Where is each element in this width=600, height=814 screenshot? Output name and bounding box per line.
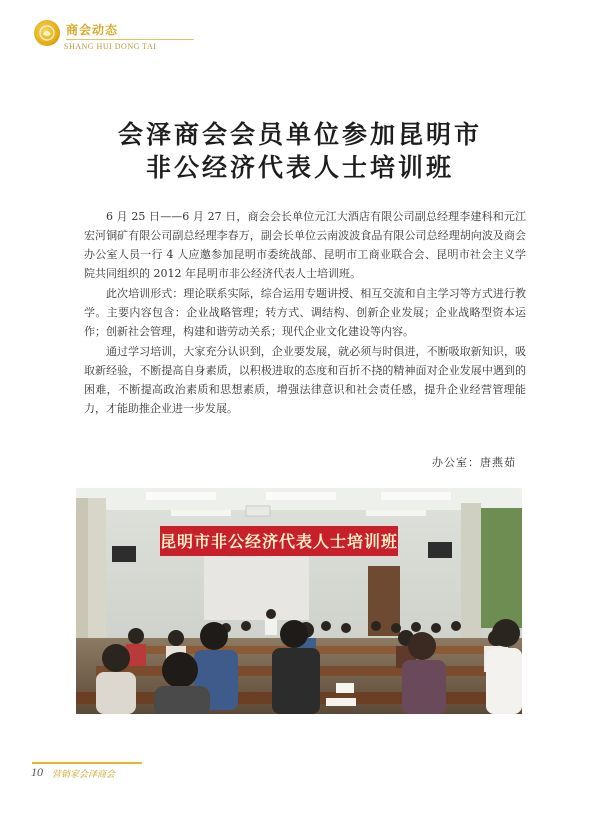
paragraph: 通过学习培训，大家充分认识到，企业要发展，就必须与时俱进，不断吸取新知识，吸取新经验，不断提高自身素质，以积极进取的态度和百折不挠的精神面对企业发展中遇到的困难，不断提高政治素质和思想素质，增强法律意识和社会责任感，提升企业经营管理能力，才能助推企业进一步发展。 xyxy=(84,345,526,415)
footer-slogan: 营销家会泽商会 xyxy=(52,770,116,780)
footer-divider xyxy=(32,762,142,764)
article-title-line1: 会泽商会会员单位参加昆明市 xyxy=(117,120,482,149)
banner-text: 昆明市非公经济代表人士培训班 xyxy=(159,532,399,551)
paragraph: 此次培训形式：理论联系实际，综合运用专题讲授、相互交流和自主学习等方式进行教学。主要内容包含：企业战略管理；转方式、调结构、创新企业发展；企业战略型资本运作；创新社会管理，构建和谐劳动关系；现代企业文化建设等内容。 xyxy=(84,287,526,338)
section-header xyxy=(34,20,194,64)
training-photo-image xyxy=(76,488,522,714)
page-number: 10 xyxy=(31,765,43,779)
section-title: 商会动态 xyxy=(66,23,119,37)
training-photo xyxy=(76,488,522,714)
article-title-line2: 非公经济代表人士培训班 xyxy=(145,153,454,182)
section-subtitle: SHANG HUI DONG TAI xyxy=(64,42,157,51)
chamber-logo-icon xyxy=(34,20,60,46)
paragraph: 6 月 25 日——6 月 27 日，商会会长单位元江大酒店有限公司副总经理李建科和元江宏河铜矿有限公司副总经理李春万，副会长单位云南波波食品有限公司总经理胡向波及商会办公室人员一行 4 人应邀参加昆明市委统战部、昆明市工商业联合会、昆明市社会主义学院共同组织的 2012 年昆明市非公经济代表人士培训班。 xyxy=(84,210,526,280)
author-signature: 办公室：唐燕茹 xyxy=(432,456,516,469)
article-body xyxy=(84,207,526,419)
header-divider xyxy=(66,39,194,40)
